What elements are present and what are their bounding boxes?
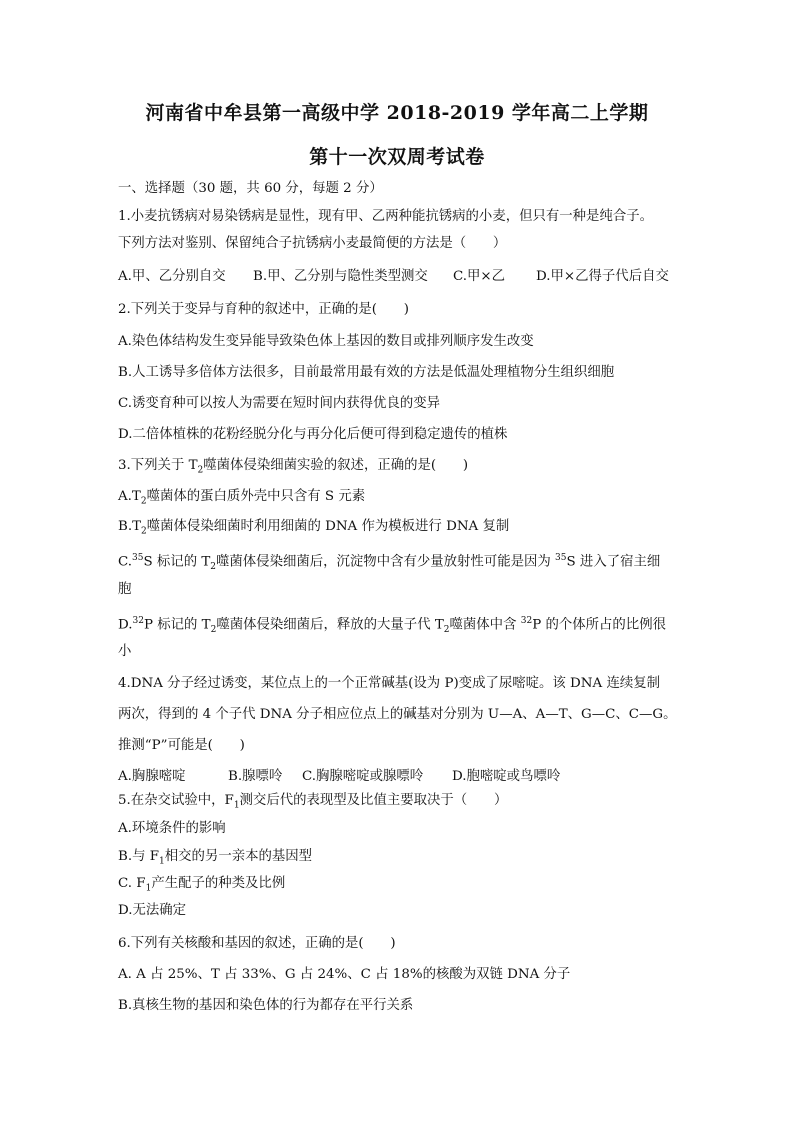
q1-option-a: A.甲、乙分别自交 [118,269,226,284]
q2-option-c: C.诱变育种可以按人为需要在短时间内获得优良的变异 [118,396,441,411]
q3-option-d: D.$^{32}$P 标记的 $T_2$噬菌体侵染细菌后，释放的大量子代 $T_2$噬菌体中含 $^{32}$P 的个体所占的比例很 [118,616,666,636]
q4-stem-line1: 4.DNA 分子经过诱变，某位点上的一个正常碱基(设为 P)变成了尿嘧啶。该 DNA 连续复制 [118,676,661,691]
exam-title-line1: 河南省中牟县第一高级中学 2018-2019 学年高二上学期 [145,102,649,124]
q3-option-c: C.$^{35}$S 标记的 $T_2$噬菌体侵染细菌后，沉淀物中含有少量放射性可能是因为 $^{35}$S 进入了宿主细 [118,553,661,573]
q1-option-d: D.甲×乙得子代后自交 [536,269,669,284]
q5-option-c: C. $F_1$产生配子的种类及比例 [118,876,286,894]
q2-option-b: B.人工诱导多倍体方法很多，目前最常用最有效的方法是低温处理植物分生组织细胞 [118,365,615,380]
q3-stem: 3.下列关于 $T_2$噬菌体侵染细菌实验的叙述，正确的是( ) [118,458,469,476]
q4-option-d: D.胞嘧啶或鸟嘌呤 [452,769,561,784]
q5-option-d: D.无法确定 [118,903,187,918]
q1-option-c: C.甲×乙 [453,269,506,284]
q6-stem: 6.下列有关核酸和基因的叙述，正确的是( ) [118,936,396,951]
exam-title-line2: 第十一次双周考试卷 [309,146,485,168]
q5-option-b: B.与 $F_1$相交的另一亲本的基因型 [118,849,313,867]
q3-option-b: $B.T_2$噬菌体侵染细菌时利用细菌的 DNA 作为模板进行 DNA 复制 [118,519,510,537]
q1-stem-line1: 1.小麦抗锈病对易染锈病是显性，现有甲、乙两种能抗锈病的小麦，但只有一种是纯合子。 [118,209,654,224]
q4-option-a: A.胸腺嘧啶 [118,769,186,784]
q6-option-a: A. A 占 25%、T 占 33%、G 占 24%、C 占 18%的核酸为双链 DNA 分子 [118,967,571,982]
q2-option-d: D.二倍体植株的花粉经脱分化与再分化后便可得到稳定遗传的植株 [118,427,508,442]
q3-option-a: $A.T_2$噬菌体的蛋白质外壳中只含有 S 元素 [118,489,366,507]
q2-stem: 2.下列关于变异与育种的叙述中，正确的是( ) [118,302,410,317]
q5-option-a: A.环境条件的影响 [118,821,226,836]
q4-option-b: B.腺嘌呤 [228,769,283,784]
q2-option-a: A.染色体结构发生变异能导致染色体上基因的数目或排列顺序发生改变 [118,334,534,349]
q4-stem-line3: 推测“P”可能是( ) [118,738,245,753]
q1-stem-line2: 下列方法对鉴别、保留纯合子抗锈病小麦最简便的方法是（ ） [118,236,507,251]
q1-option-b: B.甲、乙分别与隐性类型测交 [253,269,428,284]
q4-stem-line2: 两次，得到的 4 个子代 DNA 分子相应位点上的碱基对分别为 U—A、A—T、G—C、C—G。 [118,707,677,722]
section-heading: 一、选择题（30 题，共 60 分，每题 2 分） [118,181,383,196]
q5-stem: 5.在杂交试验中，$F_1$测交后代的表现型及比值主要取决于（ ） [118,793,508,811]
q4-option-c: C.胸腺嘧啶或腺嘌呤 [302,769,424,784]
q3-option-c-continued: 胞 [118,582,132,597]
q3-option-d-continued: 小 [118,644,132,659]
q6-option-b: B.真核生物的基因和染色体的行为都存在平行关系 [118,998,414,1013]
